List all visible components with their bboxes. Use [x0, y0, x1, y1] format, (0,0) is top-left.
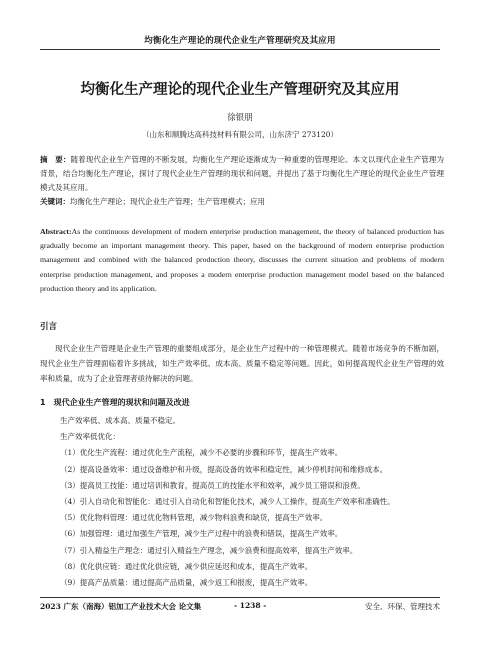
- intro-heading: 引言: [40, 322, 58, 332]
- page-number: - 1238 -: [234, 601, 267, 610]
- section-1-heading: 1 现代企业生产管理的现状和问题及改进: [40, 398, 190, 407]
- header-rule: [40, 49, 440, 50]
- abstract-en-text: As the continuous development of modern enterprise production management, the theory of balanced production has gradually become an important management theory. This paper, based on the background of modern enterprise production management and combined with the balanced production theory, discusses the current situation and problems of modern enterprise production management, and proposes a modern enterprise production management model based on the balanced production theory and its application.: [40, 227, 444, 293]
- article-title: 均衡化生产理论的现代企业生产管理研究及其应用: [80, 81, 400, 98]
- abstract-chinese: [40, 153, 444, 195]
- abstract-cn-text: 随着现代企业生产管理的不断发展，均衡化生产理论逐渐成为一种重要的管理理论。本文以现代企业生产管理为背景，结合均衡化生产理论，探讨了现代企业生产管理的现状和问题，并提出了基于均衡化生产理论的现代企业生产管理模式及其应用。: [40, 155, 444, 192]
- list-item: （7）引入精益生产理念：通过引入精益生产理念，减少浪费和提高效率，提高生产效率。: [60, 545, 358, 555]
- list-item: （1）优化生产流程：通过优化生产流程，减少不必要的步骤和环节，提高生产效率。: [60, 448, 343, 458]
- list-item: （8）优化供应链：通过优化供应链，减少供应延迟和成本，提高生产效率。: [60, 561, 313, 571]
- list-item: （5）优化物料管理：通过优化物料管理，减少物料浪费和缺货，提高生产效率。: [60, 513, 328, 523]
- abstract-english: [40, 225, 444, 296]
- footer-rule: [40, 597, 440, 598]
- intro-paragraph: 现代企业生产管理是企业生产管理的重要组成部分，是企业生产过程中的一种管理模式。随着市场竞争的不断加剧，现代企业生产管理面临着许多挑战，如生产效率低、成本高、质量不稳定等问题。因此，如何提高现代企业生产管理的效率和质量，成为了企业管理者亟待解决的问题。: [40, 344, 444, 383]
- list-item: （3）提高员工技能：通过培训和教育，提高员工的技能水平和效率，减少员工错误和浪费。: [60, 480, 365, 490]
- section-1-body: [60, 413, 440, 591]
- list-item: （4）引入自动化和智能化：通过引入自动化和智能化技术，减少人工操作，提高生产效率和准确性。: [60, 496, 395, 506]
- author-affiliation: （山东和顺腾达高科技材料有限公司，山东济宁 273120）: [141, 130, 338, 139]
- keywords-text: 均衡化生产理论；现代企业生产管理；生产管理模式；应用: [70, 197, 265, 206]
- body-line: 生产效率低、成本高、质量不稳定。: [60, 416, 180, 425]
- body-line: 生产效率低优化：: [60, 432, 120, 442]
- running-header: 均衡化生产理论的现代企业生产管理研究及其应用: [144, 36, 336, 46]
- footer-proceedings: 2023 广东（南海）铝加工产业技术大会 论文集: [40, 602, 202, 611]
- keywords-label: 关键词：: [40, 197, 70, 206]
- author-name: 徐银朋: [227, 113, 253, 123]
- abstract-en-label: Abstract:: [40, 227, 72, 236]
- list-item: （2）提高设备效率：通过设备维护和升级，提高设备的效率和稳定性，减少停机时间和维修成本。: [60, 464, 388, 474]
- list-item: （9）提高产品质量：通过提高产品质量，减少返工和报废，提高生产效率。: [60, 577, 313, 587]
- footer-section: 安全、环保、管理技术: [365, 602, 440, 611]
- list-item: （6）加强管理：通过加强生产管理，减少生产过程中的浪费和错误，提高生产效率。: [60, 529, 343, 539]
- abstract-cn-label: 摘 要：: [40, 155, 71, 164]
- keywords: [40, 196, 444, 208]
